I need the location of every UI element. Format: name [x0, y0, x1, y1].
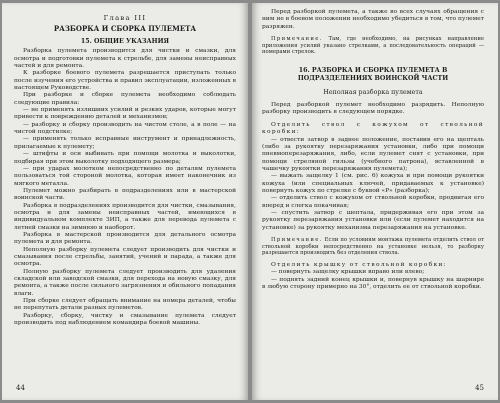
paragraph: Разборка в мастерской производится для детального осмотра пулемета и для ремонта.	[14, 231, 236, 246]
note-text: Там, где необходимо, на рисунках направление приложения усилий указано стрелками, а последовательность операций — номерами стрелок.	[262, 36, 485, 56]
paragraph: При разборке и сборке пулемета необходимо соблюдать следующие правила:	[14, 92, 236, 106]
paragraph: Пулемет можно разбирать в подразделениях или в мастерской воинской части.	[14, 187, 236, 202]
list-item: — не применять излишних усилий и резких ударов, которые могут привести к повреждению деталей и механизмов;	[14, 107, 236, 121]
paragraph: Неполную разборку пулемета следует производить для чистки и смазывания после стрельбы, занятий, учений и парада, а также для осмотра.	[14, 246, 236, 268]
right-page	[252, 3, 498, 400]
spacer	[262, 56, 484, 65]
note-label: Примечание.	[271, 236, 323, 243]
paragraph: Разборка в подразделениях производится для чистки, смазывания, осмотра и для замены неисправных частей, имеющихся в индивидуальном комплекте ЗИП, а также для перевода пулемета с летней смазки на зимнюю и наоборот.	[14, 202, 236, 231]
paragraph: К разборке боевого пулемета разрешается приступать только после изучения его устройства и правил эксплуатации, изложенных в настоящем Руководстве.	[14, 70, 236, 92]
list-item: — при ударах молотком непосредственно по деталям пулемета пользоваться той стороной молотка, которая имеет наконечник из мягкого металла.	[14, 165, 236, 187]
step-heading: Отделить ствол с кожухом от ствольной коробки:	[262, 121, 484, 136]
list-item: — применять только исправные инструмент и принадлежность, прилагаемые к пулемету;	[14, 136, 236, 150]
chapter-heading: Глава III	[103, 14, 147, 22]
section-heading: 15. ОБЩИЕ УКАЗАНИЯ	[80, 38, 170, 46]
paragraph: Полную разборку пулемета следует производить для удаления складской или заводской смазки, для перехода на новую смазку, для ремонта, а также после сильного загрязнения и обильного попадания влаги.	[14, 268, 236, 297]
paragraph: При сборке следует обращать внимание на номера деталей, чтобы не перепутать детали разных пулеметов.	[14, 298, 236, 312]
right-page-content	[262, 9, 484, 291]
note-label: Примечание.	[271, 36, 323, 43]
list-item: — выжать защелку 1 (см. рис. 6) кожуха и при помощи рукоятки кожуха (или специальных ключей, придаваемых к установке) повернуть кожух по стрелке с буквой «Р» (разборка);	[262, 173, 484, 194]
page-number: 45	[475, 384, 484, 392]
paragraph: Разборка пулемета производится для чистки и смазки, для осмотра и подготовки пулемета к стрельбе, для замены неисправных частей и для ремонта.	[14, 48, 236, 70]
page-number: 44	[16, 384, 25, 392]
paragraph: Перед разборкой пулемета, а также во всех случаях обращения с ним не в боевом положении необходимо убедиться в том, что пулемет разряжен.	[262, 9, 484, 30]
list-item: — повернуть защелку крышки вправо или влево;	[271, 269, 425, 276]
note	[262, 237, 484, 257]
chapter-title: РАЗБОРКА И СБОРКА ПУЛЕМЕТА	[53, 24, 197, 34]
list-item: — спустить затвор с шептала, придерживая его при этом за рукоятку перезаряжания установки или (если пулемет находится на установке) за рукоятку механизма перезаряжания на установке.	[262, 209, 484, 231]
list-item: — штифты и оси выбивать при помощи молотка и выколотки, подбирая при этом выколотку подходящего размера;	[14, 151, 236, 165]
left-page-content	[14, 15, 236, 327]
paragraph: Перед разборкой пулемет необходимо разрядить. Неполную разборку производить в следующем порядке.	[262, 102, 484, 116]
step-heading: Отделить крышку от ствольной коробки:	[271, 262, 447, 269]
list-item: — разборку и сборку производить на чистом столе, а в поле — на чистой подстилке;	[14, 121, 236, 136]
paragraph: Разборку, сборку, чистку и смазывание пулемета следует производить под наблюдением командира боевой машины.	[14, 312, 236, 327]
left-page	[2, 3, 248, 400]
note	[262, 36, 484, 56]
subsection-heading: Неполная разборка пулемета	[323, 89, 423, 97]
list-item: — отвести затвор в заднее положение, поставив его на щепталь (либо за рукоятку перезаряжания установки, либо при помощи пневмоперезаряжания, либо, если пулемет снят с установки, при помощи стреляной гильзы (учебного патрона), вставленной в чашечку рукоятки перезаряжания пулемета);	[262, 136, 484, 172]
section-heading: 16. РАЗБОРКА И СБОРКА ПУЛЕМЕТА В ПОДРАЗДЕЛЕНИЯХ ВОИНСКОЙ ЧАСТИ	[297, 67, 449, 83]
list-item: — поднять задний конец крышки и, повернув крышку на шарнире в любую сторону примерно на 30°, отделить ее от ствольной коробки.	[262, 276, 484, 291]
note-text: Если по условиям монтажа пулемета отделить ствол от ствольной коробки непосредственно на установке нельзя, то разборку разрешается производить без отделения ствола.	[262, 236, 484, 257]
list-item: — отделить ствол с кожухом от ствольной коробки, продвигая его вперед и слегка покачивая;	[262, 195, 484, 209]
